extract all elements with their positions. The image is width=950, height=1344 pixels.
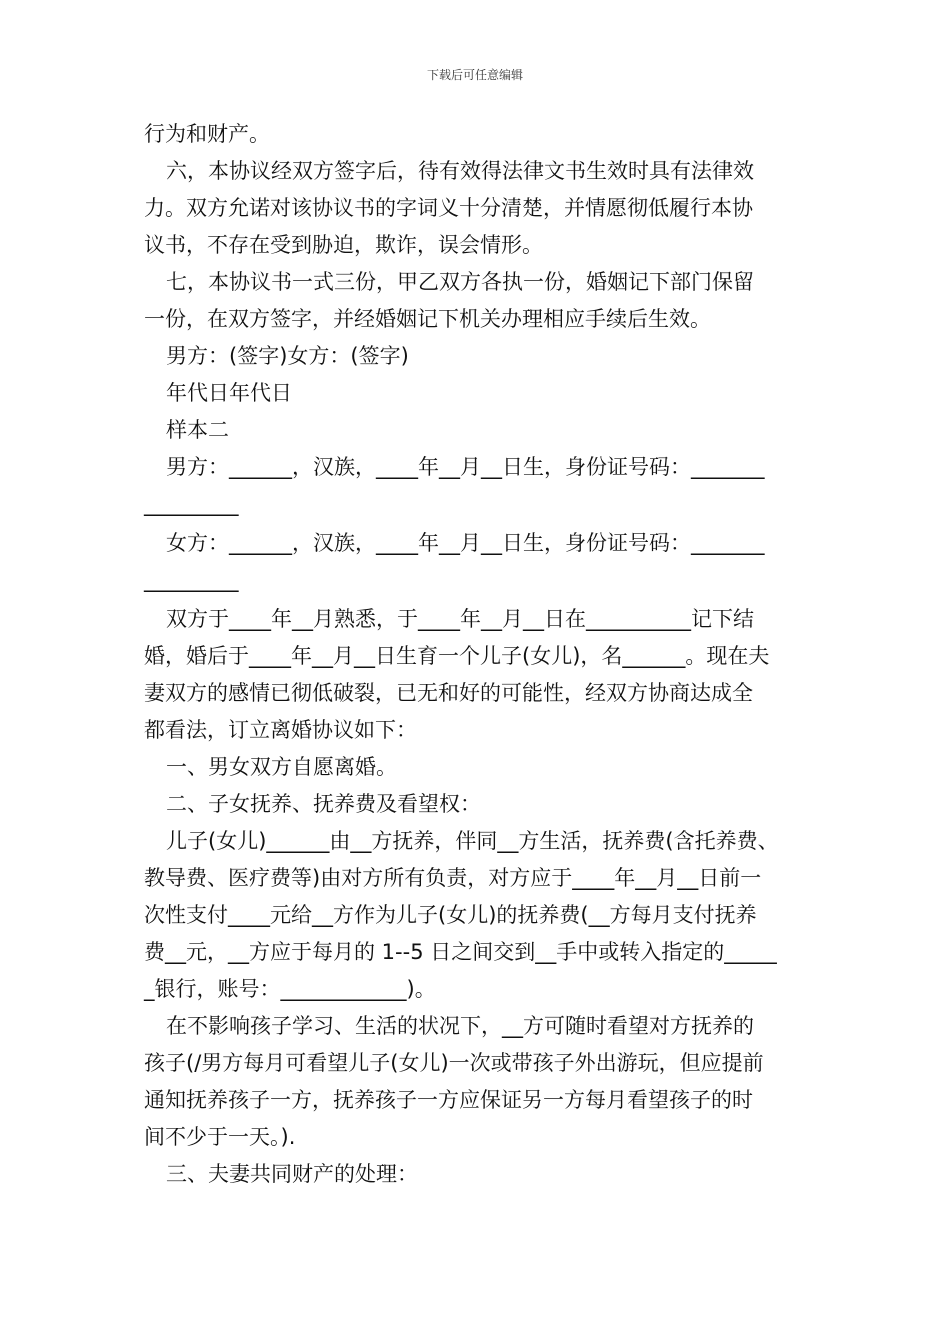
- document-body: [144, 116, 812, 1193]
- signature-line: 男方：(签字)女方：(签字): [166, 344, 409, 368]
- custody-line-1: 儿子(女儿)______由__方抚养，伴同__方生活，抚养费(含托养费、: [166, 829, 779, 853]
- page-header: 下载后可任意编辑: [426, 68, 523, 82]
- custody-line-5: _银行，账号：____________)。: [144, 977, 436, 1001]
- male-info-continuation: _________: [144, 492, 239, 516]
- clause-six-line-2: 力。双方允诺对该协议书的字词义十分清楚，并情愿彻低履行本协: [144, 196, 753, 220]
- date-line: 年代日年代日: [166, 381, 292, 405]
- male-info-line: 男方：______，汉族，____年__月__日生，身份证号码：_______: [166, 455, 765, 479]
- intro-line-3: 妻双方的感情已彻低破裂，已无和好的可能性，经双方协商达成全: [144, 681, 753, 705]
- custody-line-4: 费__元，__方应于每月的 1--5 日之间交到__手中或转入指定的_____: [144, 940, 777, 964]
- custody-line-2: 教导费、医疗费等)由对方所有负责，对方应于____年__月__日前一: [144, 866, 762, 890]
- female-info-line: 女方：______，汉族，____年__月__日生，身份证号码：_______: [166, 531, 765, 555]
- visitation-line-2: 孩子(/男方每月可看望儿子(女儿)一次或带孩子外出游玩，但应提前: [144, 1051, 764, 1075]
- visitation-line-4: 间不少于一天。).: [144, 1125, 296, 1149]
- clause-six-line-1: 六，本协议经双方签字后，待有效得法律文书生效时具有法律效: [166, 159, 754, 183]
- female-info-continuation: _________: [144, 568, 239, 592]
- sample-two-heading: 样本二: [166, 418, 229, 442]
- clause-one: 一、男女双方自愿离婚。: [166, 755, 397, 779]
- custody-line-3: 次性支付____元给__方作为儿子(女儿)的抚养费(__方每月支付抚养: [144, 903, 757, 927]
- text-line: 行为和财产。: [144, 122, 270, 146]
- clause-six-line-3: 议书，不存在受到胁迫，欺诈，误会情形。: [144, 233, 543, 257]
- clause-seven-line-2: 一份，在双方签字，并经婚姻记下机关办理相应手续后生效。: [144, 307, 711, 331]
- intro-line-1: 双方于____年__月熟悉，于____年__月__日在__________记下结: [166, 607, 754, 631]
- clause-two-heading: 二、子女抚养、抚养费及看望权：: [166, 792, 481, 816]
- intro-line-2: 婚，婚后于____年__月__日生育一个儿子(女儿)，名______。现在夫: [144, 644, 770, 668]
- clause-seven-line-1: 七，本协议书一式三份，甲乙双方各执一份，婚姻记下部门保留: [166, 270, 754, 294]
- visitation-line-3: 通知抚养孩子一方，抚养孩子一方应保证另一方每月看望孩子的时: [144, 1088, 753, 1112]
- intro-line-4: 都看法，订立离婚协议如下：: [144, 718, 417, 742]
- visitation-line-1: 在不影响孩子学习、生活的状况下，__方可随时看望对方抚养的: [166, 1014, 754, 1038]
- clause-three-heading: 三、夫妻共同财产的处理：: [166, 1162, 418, 1186]
